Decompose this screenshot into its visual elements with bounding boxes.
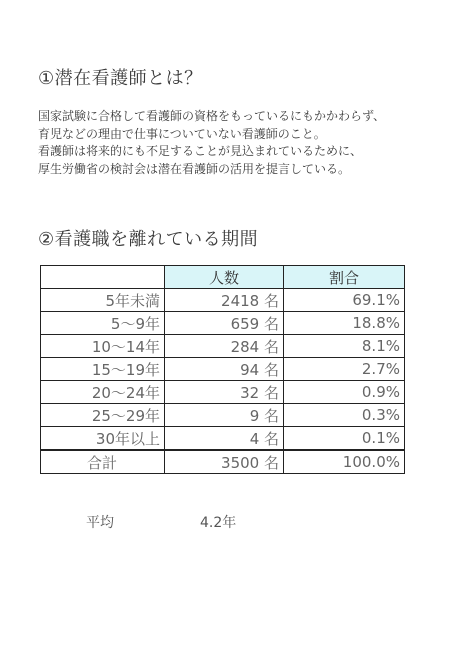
header-count: 人数 <box>165 266 284 289</box>
cell-period: 5～9年 <box>41 312 165 335</box>
cell-ratio: 2.7% <box>284 358 405 381</box>
section1-description <box>38 108 385 178</box>
cell-count: 32 名 <box>165 381 284 404</box>
cell-period: 15～19年 <box>41 358 165 381</box>
cell-total-label: 合計 <box>41 450 165 474</box>
average-value: 4.2年 <box>200 515 237 531</box>
description-line: 国家試験に合格して看護師の資格をもっているにもかかわらず、 <box>38 109 386 123</box>
cell-period: 5年未満 <box>41 289 165 312</box>
cell-period: 30年以上 <box>41 427 165 451</box>
header-ratio: 割合 <box>284 266 405 289</box>
description-line: 育児などの理由で仕事についていない看護師のこと。 <box>38 126 326 141</box>
cell-count: 284 名 <box>165 335 284 358</box>
absence-period-table <box>40 265 405 474</box>
description-line: 看護師は将来的にも不足することが見込まれているために、 <box>38 144 363 158</box>
cell-ratio: 0.3% <box>284 404 405 427</box>
cell-ratio: 18.8% <box>284 312 405 335</box>
table-row <box>41 289 405 312</box>
section2-title: ②看護職を離れている期間 <box>38 229 259 250</box>
cell-period: 20～24年 <box>41 381 165 404</box>
header-blank <box>41 266 165 289</box>
table-row <box>41 427 405 451</box>
description-line: 厚生労働省の検討会は潜在看護師の活用を提言している。 <box>38 161 351 176</box>
section1-title: ①潜在看護師とは？ <box>38 68 203 89</box>
cell-ratio: 8.1% <box>284 335 405 358</box>
cell-count: 659 名 <box>165 312 284 335</box>
cell-ratio: 0.9% <box>284 381 405 404</box>
cell-count: 2418 名 <box>165 289 284 312</box>
cell-count: 4 名 <box>165 427 284 451</box>
table-row <box>41 404 405 427</box>
table-row <box>41 381 405 404</box>
cell-period: 25～29年 <box>41 404 165 427</box>
cell-ratio: 0.1% <box>284 427 405 451</box>
table-row <box>41 358 405 381</box>
table-total-row <box>41 450 405 474</box>
table-row <box>41 335 405 358</box>
cell-count: 94 名 <box>165 358 284 381</box>
cell-period: 10～14年 <box>41 335 165 358</box>
cell-total-count: 3500 名 <box>165 450 284 474</box>
cell-total-ratio: 100.0% <box>284 450 405 474</box>
table-header-row <box>41 266 405 289</box>
table-row <box>41 312 405 335</box>
cell-ratio: 69.1% <box>284 289 405 312</box>
average-label: 平均 <box>86 515 114 531</box>
cell-count: 9 名 <box>165 404 284 427</box>
